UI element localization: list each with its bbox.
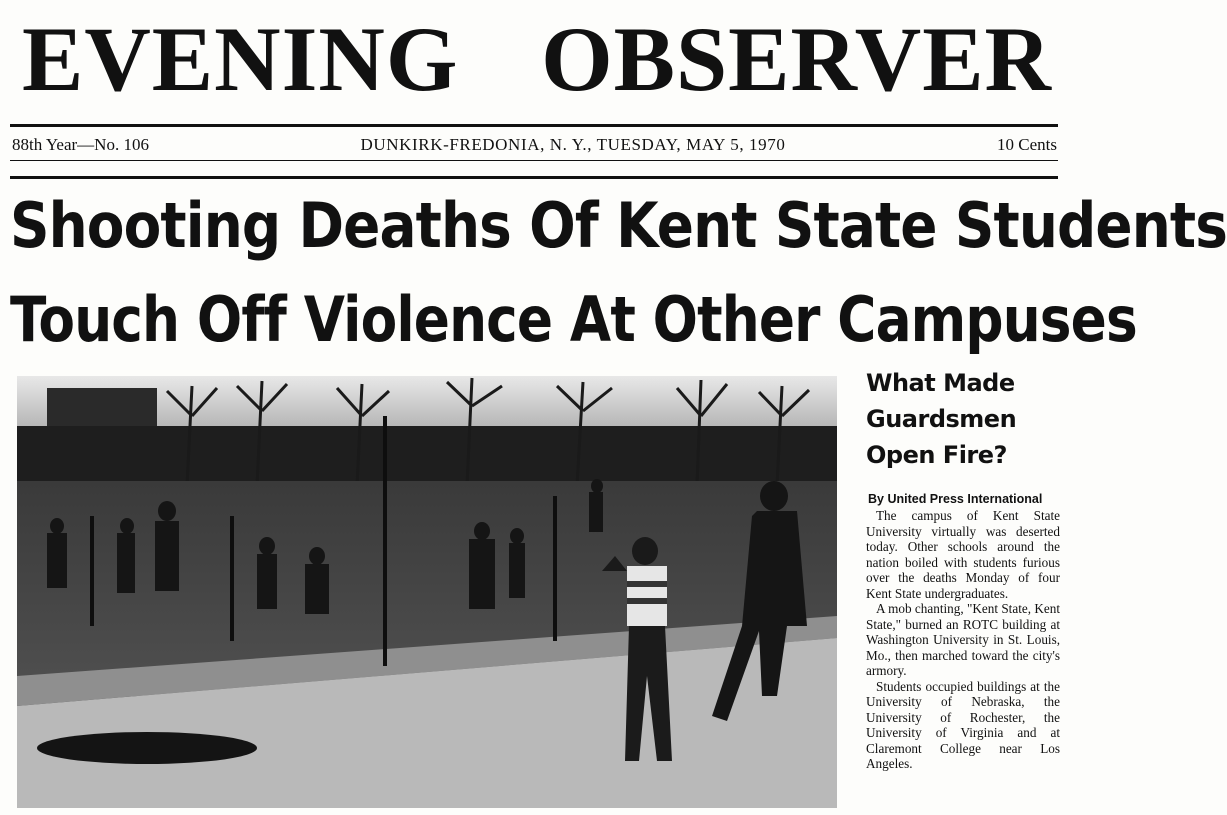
dateline bbox=[12, 132, 1057, 158]
article-paragraph: The campus of Kent State University virtually was deserted today. Other schools around the nation boiled with students furious over the deaths Monday of four Kent State undergraduates. bbox=[866, 508, 1060, 601]
masthead-word-observer: OBSERVER bbox=[541, 8, 1052, 110]
middle-rule bbox=[10, 160, 1058, 161]
news-photo-image bbox=[17, 376, 837, 808]
article-body bbox=[866, 508, 1060, 808]
main-headline-line-1: Shooting Deaths Of Kent State Students bbox=[10, 189, 1227, 262]
location-date: DUNKIRK-FREDONIA, N. Y., TUESDAY, MAY 5, 1970 bbox=[360, 135, 786, 154]
sidebar-headline bbox=[866, 365, 1061, 473]
main-headline-line-2: Touch Off Violence At Other Campuses bbox=[10, 283, 1137, 356]
photo-fallen-student bbox=[37, 732, 257, 764]
sidebar-headline-line: What Made bbox=[866, 369, 1015, 397]
photo-treeline bbox=[17, 426, 837, 486]
page-edge bbox=[866, 806, 1060, 815]
masthead-word-evening: EVENING bbox=[22, 8, 459, 110]
bottom-rule bbox=[10, 176, 1058, 179]
sidebar-headline-line: Guardsmen bbox=[866, 405, 1017, 433]
price: 10 Cents bbox=[997, 135, 1057, 154]
news-photo bbox=[17, 376, 837, 808]
sidebar-headline-line: Open Fire? bbox=[866, 441, 1007, 469]
top-rule bbox=[10, 124, 1058, 127]
article-paragraph: A mob chanting, "Kent State, Kent State," burned an ROTC building at Washington University in St. Louis, Mo., then marched toward the city's armory. bbox=[866, 601, 1060, 678]
byline: By United Press International bbox=[868, 492, 1043, 506]
edition-number: 88th Year—No. 106 bbox=[12, 135, 149, 154]
article-paragraph: Students occupied buildings at the University of Nebraska, the University of Rochester, the University of Virginia and at Claremont College near Los Angeles. bbox=[866, 678, 1060, 771]
masthead-title bbox=[22, 4, 1052, 114]
